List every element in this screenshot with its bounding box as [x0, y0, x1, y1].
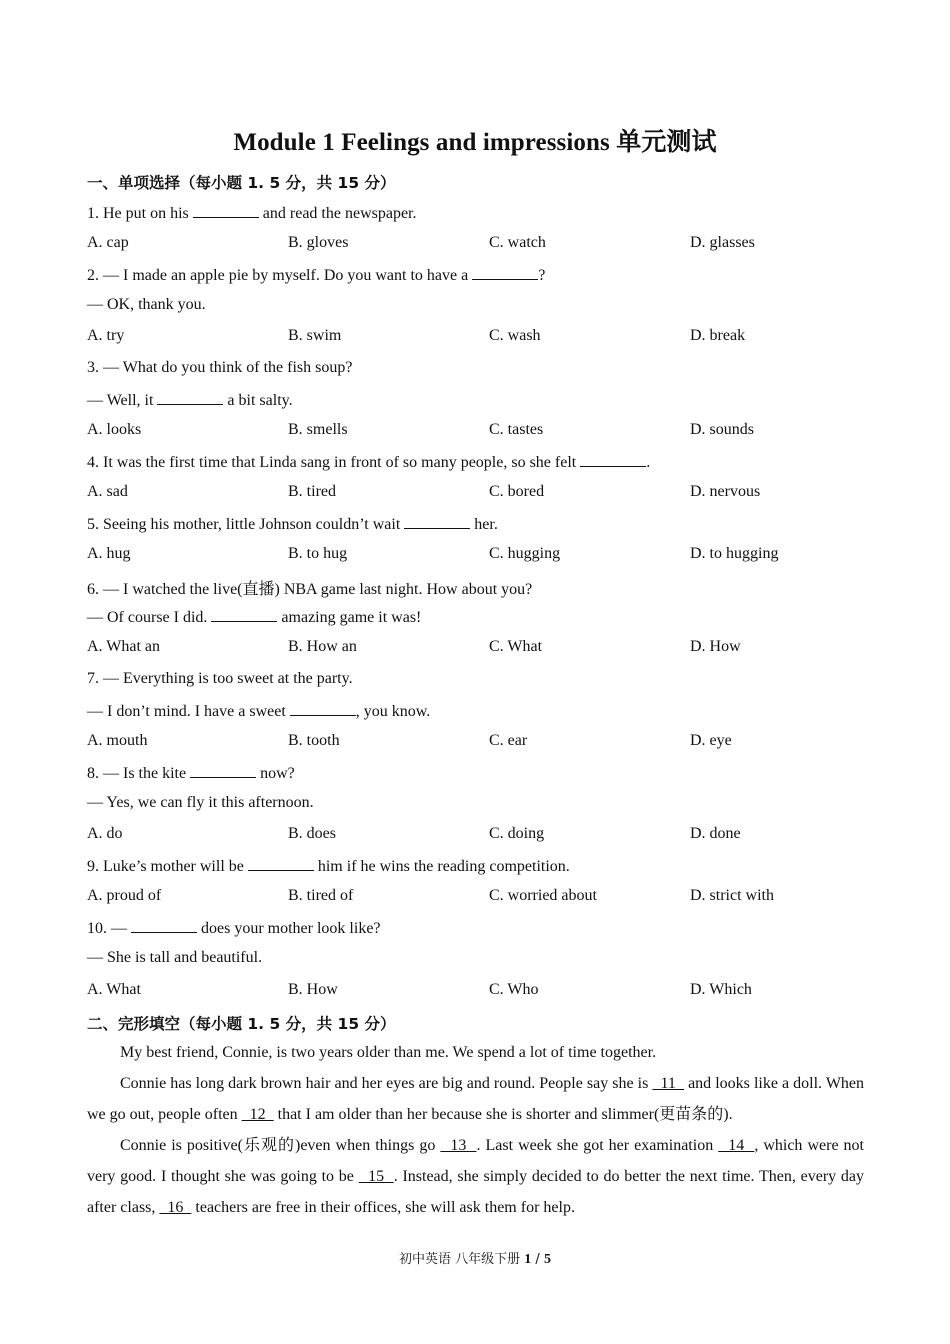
- passage-text: that I am older than her because she is shorter and slimmer(更苗条的).: [273, 1106, 733, 1123]
- passage-text: Connie is positive(乐观的)even when things go: [120, 1137, 441, 1154]
- question-1-line-1: [87, 203, 417, 223]
- option-c: C. wash: [489, 327, 541, 345]
- answer-blank: [157, 390, 223, 405]
- question-text: 8. — Is the kite: [87, 764, 191, 782]
- question-text: .: [646, 453, 651, 471]
- footer-separator: /: [531, 1252, 544, 1267]
- question-3-line-1: [87, 359, 352, 377]
- option-d: D. glasses: [690, 234, 755, 252]
- option-c: C. Who: [489, 980, 539, 998]
- option-a: A. do: [87, 825, 123, 842]
- page-title: Module 1 Feelings and impressions 单元测试: [233, 129, 717, 156]
- question-text: — Well, it: [87, 391, 158, 409]
- blank-15: 15: [358, 1168, 394, 1185]
- question-10-options: [87, 981, 867, 1001]
- question-text: , you know.: [355, 702, 431, 720]
- answer-blank: [211, 607, 277, 622]
- question-2-line-1: [87, 265, 545, 285]
- option-b: B. How an: [288, 638, 357, 656]
- blank-12: 12: [241, 1106, 274, 1123]
- option-d: D. eye: [690, 731, 732, 749]
- question-6-line-1: [87, 576, 532, 599]
- question-8-line-2: [87, 794, 314, 812]
- option-d: D. sounds: [690, 420, 755, 438]
- answer-blank: [131, 918, 197, 933]
- question-text: him if he wins the reading competition.: [313, 858, 570, 876]
- question-7-line-2: [87, 701, 430, 721]
- section-heading-cloze: 二、完形填空（每小题 1. 5 分，共 15 分）: [87, 1015, 396, 1033]
- option-c: C. What: [489, 638, 543, 656]
- question-text: now?: [256, 764, 295, 782]
- option-d: D. done: [690, 825, 741, 842]
- question-2-line-2: [87, 296, 206, 314]
- question-5-line-1: [87, 514, 498, 534]
- passage-text: My best friend, Connie, is two years older than me. We spend a lot of time together.: [120, 1044, 657, 1061]
- blank-11: 11: [652, 1075, 685, 1092]
- footer-text: 初中英语 八年级下册: [399, 1252, 525, 1267]
- question-7-line-1: [87, 670, 353, 688]
- question-5-options: [87, 545, 867, 565]
- question-text: 6. — I watched the live(直播) NBA game last night. How about you?: [87, 581, 533, 599]
- option-b: B. tired of: [288, 887, 354, 905]
- question-text: 10. —: [87, 920, 131, 938]
- option-b: B. smells: [288, 420, 348, 438]
- passage-paragraph-2: [87, 1068, 864, 1130]
- answer-blank: [580, 452, 646, 467]
- question-text: does your mother look like?: [197, 920, 381, 938]
- option-a: A. sad: [87, 482, 128, 500]
- option-b: B. to hug: [288, 545, 348, 563]
- option-b: B. swim: [288, 327, 342, 345]
- question-text: — Yes, we can fly it this afternoon.: [87, 793, 314, 811]
- option-d: D. break: [690, 327, 746, 345]
- question-text: 9. Luke’s mother will be: [87, 858, 248, 876]
- answer-blank: [290, 701, 356, 716]
- answer-blank: [404, 514, 470, 529]
- option-b: B. does: [288, 825, 336, 842]
- option-b: B. gloves: [288, 234, 349, 252]
- question-6-line-2: [87, 607, 421, 627]
- passage-text: . Instead, she simply decided to do better the next time. Then, every day after class,: [87, 1168, 865, 1216]
- question-text: — OK, thank you.: [87, 296, 206, 314]
- question-text: a bit salty.: [223, 391, 293, 409]
- question-text: — I don’t mind. I have a sweet: [87, 702, 290, 720]
- passage-text: . Last week she got her examination: [476, 1137, 719, 1154]
- question-text: ?: [538, 267, 546, 285]
- option-c: C. ear: [489, 731, 528, 749]
- question-text: amazing game it was!: [277, 609, 422, 627]
- page-footer: [0, 1248, 950, 1268]
- option-d: D. to hugging: [690, 545, 779, 563]
- question-9-options: [87, 887, 867, 907]
- question-text: — Of course I did.: [87, 609, 212, 627]
- question-4-options: [87, 483, 867, 503]
- answer-blank: [190, 763, 256, 778]
- option-b: B. How: [288, 980, 338, 998]
- passage-paragraph-1: [87, 1037, 864, 1068]
- option-d: D. How: [690, 638, 741, 656]
- answer-blank: [472, 265, 538, 280]
- question-text: 3. — What do you think of the fish soup?: [87, 358, 353, 376]
- option-c: C. hugging: [489, 545, 561, 563]
- option-a: A. mouth: [87, 731, 148, 749]
- option-a: A. What: [87, 980, 141, 998]
- option-a: A. try: [87, 327, 125, 345]
- blank-13: 13: [440, 1137, 477, 1154]
- question-text: — She is tall and beautiful.: [87, 949, 263, 967]
- option-c: C. watch: [489, 234, 546, 252]
- option-a: A. cap: [87, 234, 129, 252]
- question-text: 4. It was the first time that Linda sang in front of so many people, so she felt: [87, 453, 581, 471]
- option-a: A. looks: [87, 420, 142, 438]
- option-d: D. Which: [690, 980, 752, 998]
- passage-paragraph-3: [87, 1130, 864, 1223]
- passage-text: Connie has long dark brown hair and her eyes are big and round. People say she is: [120, 1075, 653, 1092]
- blank-16: 16: [159, 1199, 192, 1216]
- footer-total-pages: 5: [543, 1252, 551, 1267]
- question-3-options: [87, 421, 867, 441]
- footer-page-number: 1: [524, 1252, 532, 1267]
- question-text: 7. — Everything is too sweet at the party.: [87, 669, 353, 687]
- question-8-options: [87, 825, 867, 845]
- question-10-line-1: [87, 918, 381, 938]
- question-6-options: [87, 638, 867, 658]
- option-a: A. proud of: [87, 887, 162, 905]
- question-10-line-2: [87, 949, 262, 967]
- option-b: B. tooth: [288, 731, 340, 749]
- section-heading-single-choice: 一、单项选择（每小题 1. 5 分，共 15 分）: [87, 174, 396, 192]
- question-7-options: [87, 732, 867, 752]
- question-8-line-1: [87, 763, 295, 783]
- option-a: A. hug: [87, 545, 131, 563]
- question-9-line-1: [87, 856, 570, 876]
- option-c: C. tastes: [489, 420, 544, 438]
- question-3-line-2: [87, 390, 293, 410]
- answer-blank: [193, 203, 259, 218]
- passage-text: , which were not very good. I thought she was going to be: [87, 1137, 865, 1185]
- passage-text: and looks like a doll. When we go out, people often: [87, 1075, 865, 1123]
- question-1-options: [87, 234, 867, 254]
- answer-blank: [248, 856, 314, 871]
- option-c: C. worried about: [489, 887, 597, 905]
- passage-text: teachers are free in their offices, she will ask them for help.: [191, 1199, 575, 1216]
- question-text: her.: [470, 516, 498, 533]
- question-text: 2. — I made an apple pie by myself. Do you want to have a: [87, 267, 473, 285]
- option-d: D. strict with: [690, 887, 774, 905]
- option-c: C. doing: [489, 825, 545, 842]
- question-2-options: [87, 327, 867, 347]
- option-c: C. bored: [489, 482, 545, 500]
- question-text: 5. Seeing his mother, little Johnson couldn’t wait: [87, 516, 405, 533]
- question-text: 1. He put on his: [87, 205, 193, 222]
- blank-14: 14: [718, 1137, 755, 1154]
- option-b: B. tired: [288, 482, 336, 500]
- option-a: A. What an: [87, 638, 161, 656]
- question-text: and read the newspaper.: [258, 205, 417, 222]
- question-4-line-1: [87, 452, 650, 472]
- option-d: D. nervous: [690, 482, 761, 500]
